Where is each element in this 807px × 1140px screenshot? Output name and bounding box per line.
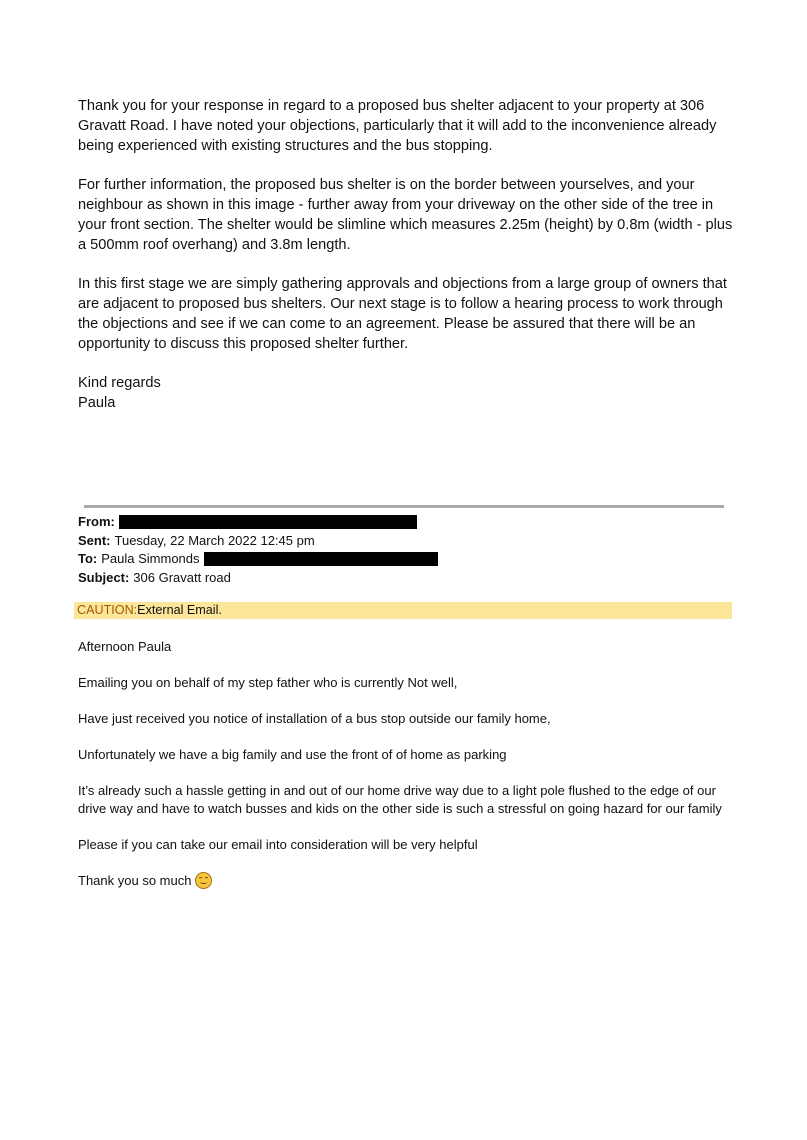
from-label: From: [78, 514, 115, 529]
reply-paragraph-2: For further information, the proposed bus shelter is on the border between yourselves, and your neighbour as shown in this image - further away from your driveway on the other side of the tree in your front section. The shelter would be slimline which measures 2.25m (height) by 0.8m (width - plus a 500mm roof overhang) and 3.8m length. [78, 177, 733, 253]
message-paragraph-5: It’s already such a hassle getting in and out of our home drive way due to a light pole flushed to the edge of our drive way and have to watch busses and kids on the other side is such a stressful on going hazard for our family [78, 783, 722, 816]
subject-value: 306 Gravatt road [133, 569, 231, 585]
smiley-face-icon [195, 872, 212, 889]
from-line [78, 513, 438, 532]
to-line [78, 550, 438, 569]
sent-value: Tuesday, 22 March 2022 12:45 pm [114, 532, 315, 548]
redacted-from-address [119, 515, 417, 529]
message-paragraph-4: Unfortunately we have a big family and use the front of of home as parking [78, 747, 507, 762]
reply-message [78, 96, 738, 413]
original-email-body [78, 638, 738, 908]
message-paragraph-3: Have just received you notice of installation of a bus stop outside our family home, [78, 711, 551, 726]
to-label: To: [78, 551, 98, 566]
sent-label: Sent: [78, 532, 111, 548]
message-closing: Thank you so much [78, 873, 192, 888]
original-email-headers [78, 513, 438, 587]
message-paragraph-6: Please if you can take our email into consideration will be very helpful [78, 837, 478, 852]
email-divider [84, 505, 724, 508]
message-closing-line [78, 872, 738, 890]
reply-closing: Kind regards [78, 375, 161, 391]
caution-banner [74, 602, 732, 619]
caution-text: External Email. [137, 603, 222, 617]
redacted-to-address [204, 552, 438, 566]
message-paragraph-2: Emailing you on behalf of my step father who is currently Not well, [78, 675, 458, 690]
sent-line [78, 532, 438, 551]
subject-line [78, 569, 438, 588]
reply-paragraph-3: In this first stage we are simply gathering approvals and objections from a large group of owners that are adjacent to proposed bus shelters. Our next stage is to follow a hearing process to work through the objections and see if we can come to an agreement. Please be assured that there will be an opportunity to discuss this proposed shelter further. [78, 276, 727, 352]
reply-paragraph-1: Thank you for your response in regard to a proposed bus shelter adjacent to your property at 306 Gravatt Road. I have noted your objections, particularly that it will add to the inconvenience already being experienced with existing structures and the bus stopping. [78, 98, 717, 154]
subject-label: Subject: [78, 569, 130, 585]
reply-signature: Paula [78, 395, 116, 411]
caution-tag: CAUTION: [77, 603, 138, 617]
message-paragraph-1: Afternoon Paula [78, 639, 172, 654]
to-value: Paula Simmonds [101, 551, 200, 566]
